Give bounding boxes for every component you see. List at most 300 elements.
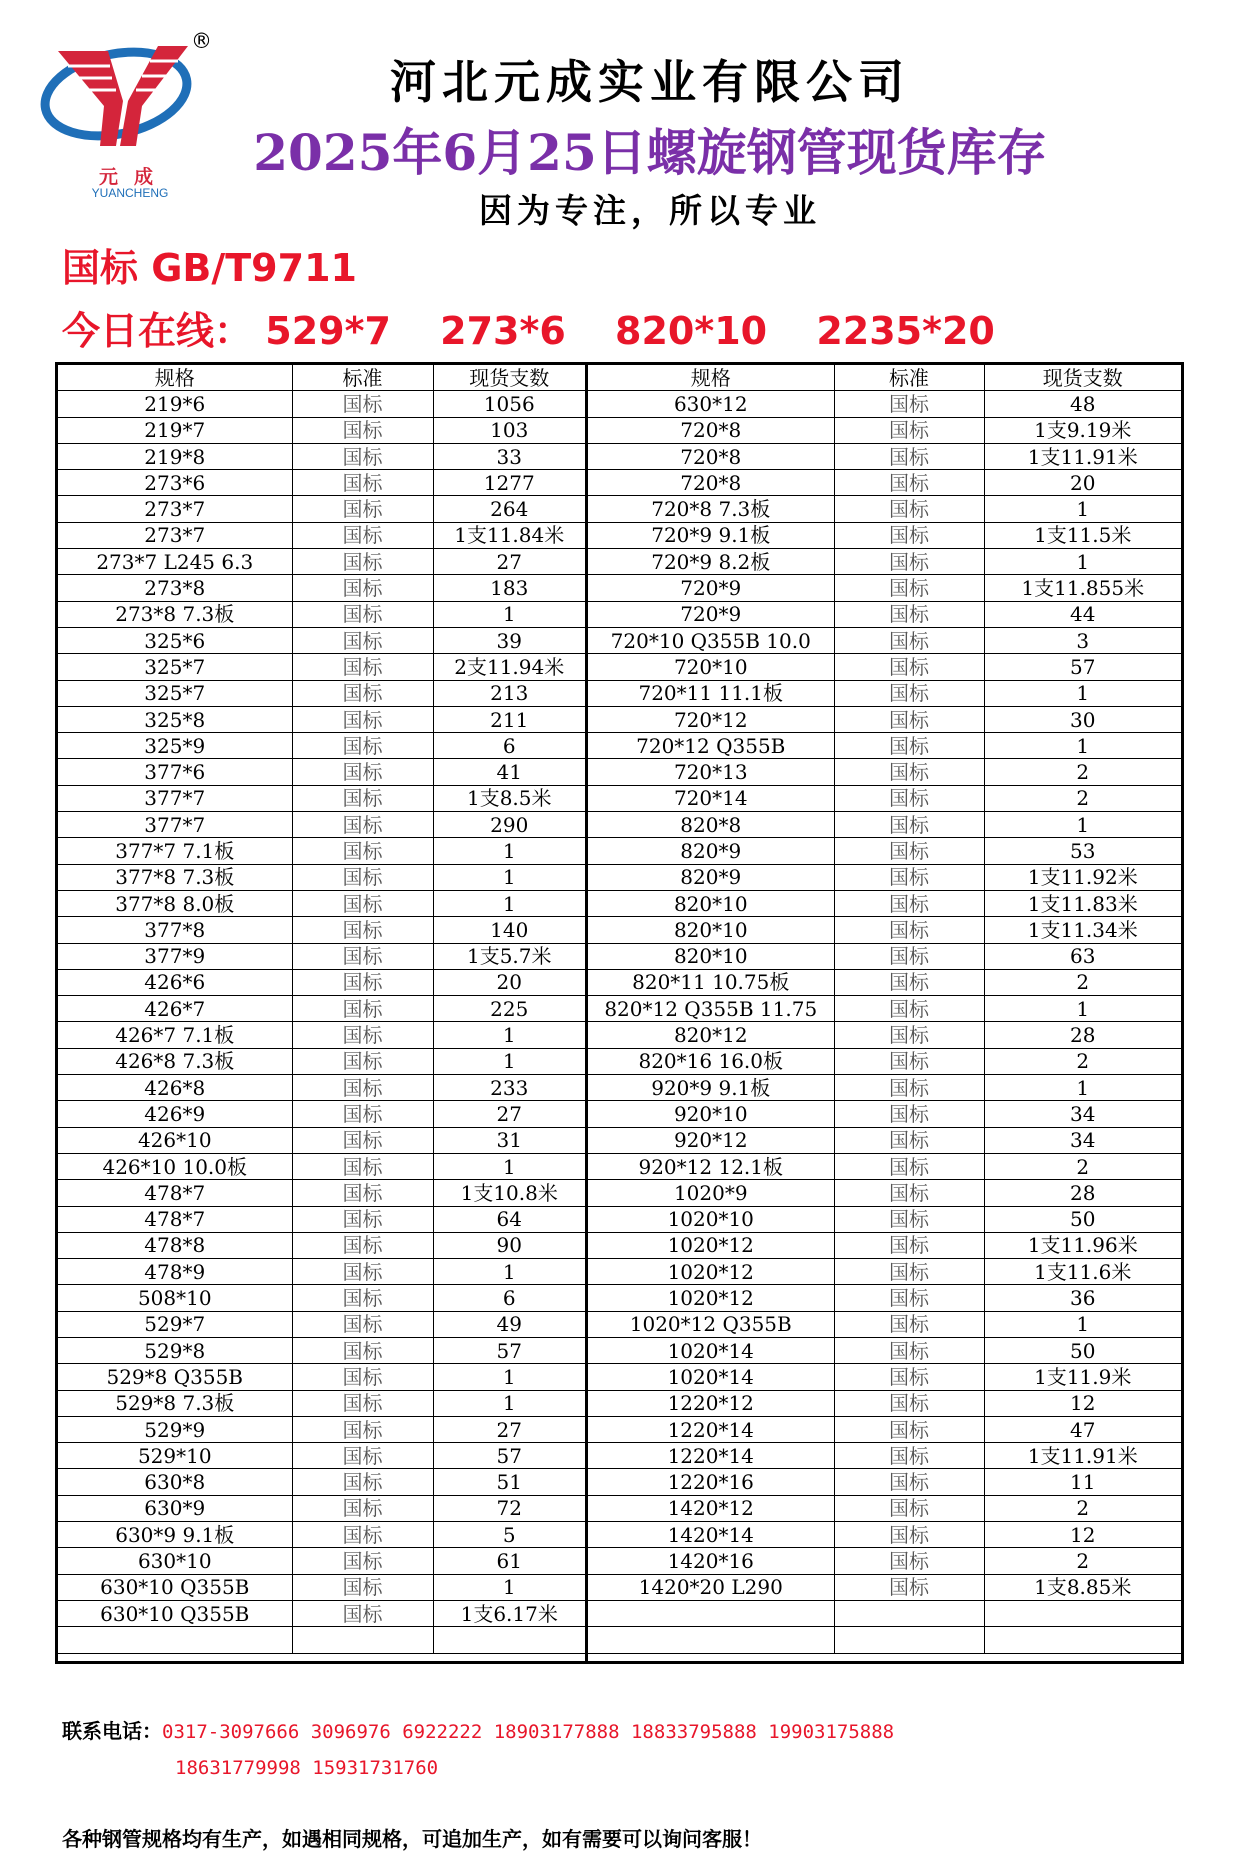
spec-cell: 508*10 <box>58 1285 292 1311</box>
standard-cell: 国标 <box>834 838 984 864</box>
standard-cell: 国标 <box>292 1416 433 1442</box>
table-row <box>588 943 1181 969</box>
column-header-standard: 标准 <box>292 365 433 391</box>
standard-cell: 国标 <box>834 785 984 811</box>
standard-cell: 国标 <box>292 470 433 496</box>
logo-brand-en: YUANCHENG <box>91 186 169 200</box>
contact-label: 联系电话： <box>62 1719 162 1743</box>
spec-cell: 820*8 <box>588 812 834 838</box>
spec-cell: 820*10 <box>588 890 834 916</box>
spec-cell: 377*8 8.0板 <box>58 890 292 916</box>
standard-cell: 国标 <box>292 496 433 522</box>
stock-cell: 50 <box>984 1206 1181 1232</box>
standard-cell: 国标 <box>834 391 984 417</box>
spec-cell: 219*8 <box>58 443 292 469</box>
standard-cell: 国标 <box>834 1548 984 1574</box>
spec-cell: 325*9 <box>58 733 292 759</box>
standard-cell: 国标 <box>292 417 433 443</box>
slogan: 因为专注，所以专业 <box>479 191 821 230</box>
spec-cell: 478*7 <box>58 1206 292 1232</box>
spec-cell: 720*8 <box>588 470 834 496</box>
spec-cell: 1020*9 <box>588 1180 834 1206</box>
stock-cell: 20 <box>984 470 1181 496</box>
stock-cell: 28 <box>984 1022 1181 1048</box>
spec-cell: 1020*10 <box>588 1206 834 1232</box>
stock-cell: 2 <box>984 1153 1181 1179</box>
stock-cell <box>984 1600 1181 1626</box>
table-row <box>588 601 1181 627</box>
stock-cell: 2 <box>984 1548 1181 1574</box>
table-row <box>588 1285 1181 1311</box>
table-row <box>588 759 1181 785</box>
spec-cell: 1220*14 <box>588 1443 834 1469</box>
standard-cell: 国标 <box>292 1232 433 1258</box>
table-row <box>58 1259 585 1285</box>
standard-cell: 国标 <box>834 1259 984 1285</box>
stock-cell: 213 <box>433 680 585 706</box>
spec-cell: 377*6 <box>58 759 292 785</box>
standard-cell: 国标 <box>292 864 433 890</box>
table-row <box>58 417 585 443</box>
standard-cell: 国标 <box>292 1075 433 1101</box>
standard-cell: 国标 <box>834 1180 984 1206</box>
spec-cell: 820*10 <box>588 943 834 969</box>
stock-cell: 1支11.5米 <box>984 522 1181 548</box>
spec-cell: 426*7 7.1板 <box>58 1022 292 1048</box>
standard-cell <box>292 1627 433 1653</box>
table-row <box>58 1443 585 1469</box>
spec-cell: 1020*12 <box>588 1232 834 1258</box>
spec-cell: 920*12 <box>588 1127 834 1153</box>
standard-cell: 国标 <box>834 654 984 680</box>
spec-cell: 720*9 <box>588 601 834 627</box>
stock-table-left <box>58 365 585 1654</box>
spec-cell: 325*7 <box>58 654 292 680</box>
spec-cell: 273*7 L245 6.3 <box>58 549 292 575</box>
table-row <box>588 549 1181 575</box>
standard-cell: 国标 <box>834 680 984 706</box>
spec-cell: 426*9 <box>58 1101 292 1127</box>
table-row <box>588 1075 1181 1101</box>
stock-cell: 50 <box>984 1337 1181 1363</box>
table-row <box>58 1416 585 1442</box>
standard-cell: 国标 <box>834 443 984 469</box>
standard-cell: 国标 <box>834 1416 984 1442</box>
table-row <box>58 1285 585 1311</box>
table-row <box>58 1548 585 1574</box>
stock-cell: 63 <box>984 943 1181 969</box>
stock-cell: 1056 <box>433 391 585 417</box>
table-row <box>588 627 1181 653</box>
stock-cell: 2 <box>984 785 1181 811</box>
stock-cell: 39 <box>433 627 585 653</box>
stock-cell: 27 <box>433 549 585 575</box>
spec-cell: 426*8 7.3板 <box>58 1048 292 1074</box>
standard-cell: 国标 <box>834 1311 984 1337</box>
contact-phones: 0317-3097666 3096976 6922222 18903177888 18833795888 19903175888 <box>162 1721 895 1743</box>
spec-cell: 377*7 <box>58 812 292 838</box>
spec-cell: 1020*14 <box>588 1364 834 1390</box>
stock-cell: 290 <box>433 812 585 838</box>
spec-cell: 920*12 12.1板 <box>588 1153 834 1179</box>
table-row <box>58 1600 585 1626</box>
contact-line-1 <box>62 1715 894 1744</box>
stock-cell: 1支11.6米 <box>984 1259 1181 1285</box>
standard-cell: 国标 <box>292 943 433 969</box>
table-row <box>588 1443 1181 1469</box>
standard-cell: 国标 <box>292 1180 433 1206</box>
standard-cell: 国标 <box>834 627 984 653</box>
spec-cell: 478*8 <box>58 1232 292 1258</box>
spec-cell: 720*14 <box>588 785 834 811</box>
table-row <box>588 1495 1181 1521</box>
spec-cell: 1220*16 <box>588 1469 834 1495</box>
stock-cell: 27 <box>433 1101 585 1127</box>
online-item: 529*7 <box>265 309 391 353</box>
spec-cell: 325*8 <box>58 706 292 732</box>
standard-cell: 国标 <box>292 1364 433 1390</box>
table-row <box>588 1180 1181 1206</box>
stock-cell: 1 <box>984 496 1181 522</box>
stock-cell: 183 <box>433 575 585 601</box>
spec-cell: 1020*12 <box>588 1285 834 1311</box>
spec-cell: 478*7 <box>58 1180 292 1206</box>
column-header-spec: 规格 <box>58 365 292 391</box>
table-row <box>588 680 1181 706</box>
spec-cell <box>588 1600 834 1626</box>
spec-cell: 1220*14 <box>588 1416 834 1442</box>
standard-cell: 国标 <box>834 1127 984 1153</box>
spec-cell: 630*9 <box>58 1495 292 1521</box>
standard-cell: 国标 <box>834 1390 984 1416</box>
online-item: 273*6 <box>440 309 566 353</box>
table-row <box>58 1022 585 1048</box>
standard-cell: 国标 <box>834 969 984 995</box>
standard-label: 国标 GB/T9711 <box>62 246 357 290</box>
standard-cell: 国标 <box>292 443 433 469</box>
stock-cell: 41 <box>433 759 585 785</box>
standard-cell: 国标 <box>834 706 984 732</box>
spec-cell: 529*10 <box>58 1443 292 1469</box>
standard-cell: 国标 <box>834 1048 984 1074</box>
spec-cell: 720*8 <box>588 443 834 469</box>
column-header-stock: 现货支数 <box>433 365 585 391</box>
stock-cell: 1支11.91米 <box>984 1443 1181 1469</box>
spec-cell: 820*16 16.0板 <box>588 1048 834 1074</box>
table-row <box>588 1153 1181 1179</box>
table-row <box>58 1364 585 1390</box>
spec-cell: 720*11 11.1板 <box>588 680 834 706</box>
table-row <box>588 417 1181 443</box>
table-row <box>588 443 1181 469</box>
table-row <box>588 1627 1181 1653</box>
stock-cell: 61 <box>433 1548 585 1574</box>
table-row <box>58 654 585 680</box>
table-row <box>588 470 1181 496</box>
online-item: 820*10 <box>615 309 768 353</box>
table-row <box>58 391 585 417</box>
stock-cell: 27 <box>433 1416 585 1442</box>
spec-cell: 820*10 <box>588 917 834 943</box>
spec-cell: 529*7 <box>58 1311 292 1337</box>
contact-phones-line-2: 18631779998 15931731760 <box>175 1757 439 1779</box>
stock-cell: 57 <box>433 1443 585 1469</box>
table-row <box>58 1522 585 1548</box>
table-row <box>58 969 585 995</box>
stock-cell: 1 <box>433 1048 585 1074</box>
stock-cell: 90 <box>433 1232 585 1258</box>
stock-cell: 1 <box>433 1574 585 1600</box>
standard-cell: 国标 <box>292 654 433 680</box>
stock-cell: 1支11.84米 <box>433 522 585 548</box>
spec-cell: 426*6 <box>58 969 292 995</box>
stock-cell: 30 <box>984 706 1181 732</box>
spec-cell: 377*7 <box>58 785 292 811</box>
spec-cell: 630*8 <box>58 1469 292 1495</box>
standard-cell: 国标 <box>834 1337 984 1363</box>
table-row <box>588 1522 1181 1548</box>
standard-cell: 国标 <box>292 1390 433 1416</box>
spec-cell: 219*7 <box>58 417 292 443</box>
spec-cell <box>588 1627 834 1653</box>
standard-cell: 国标 <box>292 391 433 417</box>
registered-mark: ® <box>191 29 212 53</box>
stock-cell: 1 <box>433 1259 585 1285</box>
stock-cell: 1支9.19米 <box>984 417 1181 443</box>
stock-cell: 2 <box>984 1048 1181 1074</box>
table-row <box>58 838 585 864</box>
spec-cell: 1020*14 <box>588 1337 834 1363</box>
stock-cell: 28 <box>984 1180 1181 1206</box>
standard-cell: 国标 <box>292 1443 433 1469</box>
spec-cell: 1220*12 <box>588 1390 834 1416</box>
stock-cell: 1 <box>433 864 585 890</box>
stock-cell: 1 <box>984 812 1181 838</box>
stock-cell: 1支8.5米 <box>433 785 585 811</box>
table-row <box>58 1101 585 1127</box>
stock-cell: 48 <box>984 391 1181 417</box>
table-row <box>58 627 585 653</box>
standard-cell: 国标 <box>292 575 433 601</box>
standard-cell: 国标 <box>292 680 433 706</box>
spec-cell: 529*8 Q355B <box>58 1364 292 1390</box>
stock-cell: 1 <box>984 733 1181 759</box>
stock-cell: 11 <box>984 1469 1181 1495</box>
stock-cell: 49 <box>433 1311 585 1337</box>
stock-cell: 1 <box>433 890 585 916</box>
table-header-row <box>588 365 1181 391</box>
stock-cell: 1 <box>433 601 585 627</box>
table-row <box>58 996 585 1022</box>
stock-cell: 2 <box>984 969 1181 995</box>
standard-cell: 国标 <box>834 417 984 443</box>
stock-cell: 12 <box>984 1522 1181 1548</box>
standard-cell: 国标 <box>292 601 433 627</box>
stock-cell: 64 <box>433 1206 585 1232</box>
standard-cell: 国标 <box>292 969 433 995</box>
spec-cell: 273*7 <box>58 522 292 548</box>
stock-cell: 1 <box>984 1075 1181 1101</box>
table-row <box>58 1048 585 1074</box>
stock-cell: 1 <box>984 996 1181 1022</box>
stock-cell: 1 <box>433 1022 585 1048</box>
standard-cell: 国标 <box>834 733 984 759</box>
standard-cell: 国标 <box>292 1495 433 1521</box>
standard-cell: 国标 <box>292 812 433 838</box>
table-row <box>58 470 585 496</box>
table-row <box>58 1469 585 1495</box>
table-row <box>588 1311 1181 1337</box>
stock-cell: 1 <box>433 1390 585 1416</box>
standard-cell: 国标 <box>292 1127 433 1153</box>
standard-cell: 国标 <box>834 1101 984 1127</box>
logo-emblem-icon <box>38 26 208 166</box>
standard-cell: 国标 <box>834 1522 984 1548</box>
table-row <box>58 1075 585 1101</box>
table-row <box>588 496 1181 522</box>
stock-cell: 31 <box>433 1127 585 1153</box>
stock-cell: 211 <box>433 706 585 732</box>
stock-cell: 225 <box>433 996 585 1022</box>
standard-cell: 国标 <box>834 1469 984 1495</box>
table-row <box>588 1416 1181 1442</box>
standard-cell: 国标 <box>292 549 433 575</box>
stock-cell: 47 <box>984 1416 1181 1442</box>
table-row <box>58 522 585 548</box>
spec-cell: 325*7 <box>58 680 292 706</box>
spec-cell: 720*9 8.2板 <box>588 549 834 575</box>
standard-cell: 国标 <box>292 1600 433 1626</box>
spec-cell: 426*8 <box>58 1075 292 1101</box>
table-row <box>58 575 585 601</box>
spec-cell: 630*9 9.1板 <box>58 1522 292 1548</box>
table-row <box>58 601 585 627</box>
table-row <box>58 759 585 785</box>
spec-cell: 720*8 <box>588 417 834 443</box>
standard-cell: 国标 <box>834 1022 984 1048</box>
table-row <box>588 1337 1181 1363</box>
stock-cell: 1 <box>984 549 1181 575</box>
column-header-stock: 现货支数 <box>984 365 1181 391</box>
spec-cell: 720*10 <box>588 654 834 680</box>
stock-cell: 233 <box>433 1075 585 1101</box>
table-row <box>58 812 585 838</box>
spec-cell: 820*11 10.75板 <box>588 969 834 995</box>
spec-cell: 377*8 <box>58 917 292 943</box>
table-header-row <box>58 365 585 391</box>
table-row <box>58 890 585 916</box>
standard-cell: 国标 <box>292 785 433 811</box>
stock-cell: 1支8.85米 <box>984 1574 1181 1600</box>
online-today <box>62 300 1031 355</box>
stock-cell: 5 <box>433 1522 585 1548</box>
table-row <box>588 706 1181 732</box>
standard-cell: 国标 <box>292 706 433 732</box>
stock-cell: 72 <box>433 1495 585 1521</box>
table-row <box>58 864 585 890</box>
table-row <box>588 890 1181 916</box>
spec-cell: 1420*12 <box>588 1495 834 1521</box>
stock-cell: 57 <box>984 654 1181 680</box>
table-row <box>588 1469 1181 1495</box>
stock-cell: 1支11.83米 <box>984 890 1181 916</box>
table-row <box>588 838 1181 864</box>
standard-cell: 国标 <box>292 1337 433 1363</box>
table-row <box>58 443 585 469</box>
standard-cell: 国标 <box>292 1153 433 1179</box>
table-row <box>588 1022 1181 1048</box>
table-row <box>588 522 1181 548</box>
spec-cell: 273*7 <box>58 496 292 522</box>
table-row <box>588 391 1181 417</box>
column-header-spec: 规格 <box>588 365 834 391</box>
table-row <box>58 1232 585 1258</box>
spec-cell: 920*9 9.1板 <box>588 1075 834 1101</box>
standard-cell: 国标 <box>834 1495 984 1521</box>
spec-cell: 1420*16 <box>588 1548 834 1574</box>
stock-cell: 1支11.9米 <box>984 1364 1181 1390</box>
spec-cell: 377*9 <box>58 943 292 969</box>
stock-cell: 3 <box>984 627 1181 653</box>
table-row <box>58 917 585 943</box>
stock-cell: 1 <box>984 680 1181 706</box>
standard-cell: 国标 <box>834 1206 984 1232</box>
spec-cell: 820*12 <box>588 1022 834 1048</box>
table-row <box>588 1600 1181 1626</box>
standard-cell: 国标 <box>292 1101 433 1127</box>
stock-cell: 6 <box>433 1285 585 1311</box>
standard-cell: 国标 <box>834 1443 984 1469</box>
company-logo <box>38 26 212 202</box>
stock-cell: 1支11.96米 <box>984 1232 1181 1258</box>
stock-cell: 1支10.8米 <box>433 1180 585 1206</box>
spec-cell: 529*8 <box>58 1337 292 1363</box>
stock-cell: 1支5.7米 <box>433 943 585 969</box>
spec-cell: 426*10 10.0板 <box>58 1153 292 1179</box>
table-row <box>588 969 1181 995</box>
stock-cell: 34 <box>984 1101 1181 1127</box>
spec-cell: 273*8 7.3板 <box>58 601 292 627</box>
stock-cell: 2 <box>984 759 1181 785</box>
spec-cell: 478*9 <box>58 1259 292 1285</box>
spec-cell: 1420*20 L290 <box>588 1574 834 1600</box>
spec-cell: 529*9 <box>58 1416 292 1442</box>
table-row <box>58 706 585 732</box>
table-row <box>58 1495 585 1521</box>
stock-cell: 1支11.855米 <box>984 575 1181 601</box>
stock-cell: 53 <box>984 838 1181 864</box>
stock-cell: 36 <box>984 1285 1181 1311</box>
standard-cell: 国标 <box>292 1285 433 1311</box>
table-row <box>588 1206 1181 1232</box>
footer-note: 各种钢管规格均有生产，如遇相同规格，可追加生产，如有需要可以询问客服！ <box>62 1827 762 1851</box>
table-row <box>58 1153 585 1179</box>
table-row <box>588 1548 1181 1574</box>
table-row <box>58 1337 585 1363</box>
standard-cell: 国标 <box>834 601 984 627</box>
standard-cell: 国标 <box>292 1548 433 1574</box>
table-row <box>58 1206 585 1232</box>
stock-cell: 20 <box>433 969 585 995</box>
table-row <box>588 654 1181 680</box>
standard-cell: 国标 <box>834 996 984 1022</box>
table-row <box>588 1101 1181 1127</box>
table-row <box>588 864 1181 890</box>
table-row <box>58 1627 585 1653</box>
table-row <box>588 1127 1181 1153</box>
standard-cell: 国标 <box>834 575 984 601</box>
table-row <box>58 733 585 759</box>
